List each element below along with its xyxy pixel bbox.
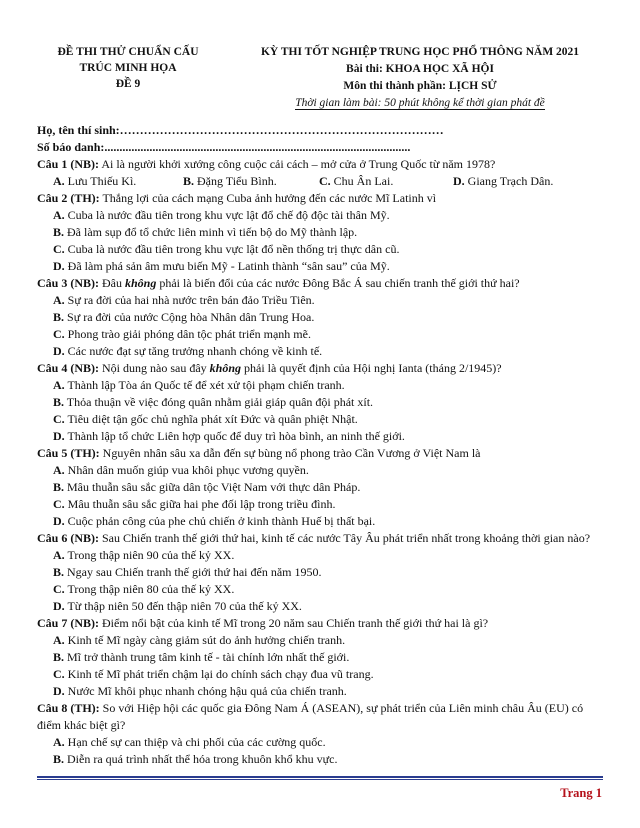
question-text: Nguyên nhân sâu xa dẫn đến sự bùng nổ phong trào Cần Vương ở Việt Nam là [99, 446, 481, 460]
answer-option [37, 581, 603, 598]
answer-key: D. [53, 344, 65, 358]
question-block [37, 156, 603, 190]
answer-option [37, 377, 603, 394]
answer-text: Chu Ân Lai. [330, 174, 394, 188]
question-block [37, 615, 603, 700]
answer-key: A. [53, 293, 65, 307]
question-label: Câu 2 (TH): [37, 191, 100, 205]
exam-header-right [226, 44, 614, 112]
question-emphasis: không [125, 276, 157, 290]
answer-key: B. [53, 395, 65, 409]
answer-key: A. [53, 548, 65, 562]
header-left-line-2: TRÚC MINH HỌA [79, 62, 177, 74]
exam-subject: Bài thi: KHOA HỌC XÃ HỘI [346, 63, 494, 75]
answer-key: C. [319, 174, 331, 188]
question-stem [37, 530, 603, 547]
question-block [37, 360, 603, 445]
answer-key: A. [53, 378, 65, 392]
question-text: Sau Chiến tranh thế giới thứ hai, kinh tế các nước Tây Âu phát triển nhất trong khoảng thời gian nào? [99, 531, 591, 545]
answer-option [37, 649, 603, 666]
question-stem [37, 700, 603, 734]
question-block [37, 190, 603, 275]
exam-title: KỲ THI TỐT NGHIỆP TRUNG HỌC PHỔ THÔNG NĂM 2021 [260, 46, 580, 58]
question-label: Câu 4 (NB): [37, 361, 99, 375]
question-block [37, 445, 603, 530]
question-text: phải là biến đổi của các nước Đông Bắc Á sau chiến tranh thế giới thứ hai? [156, 276, 520, 290]
answer-option [37, 309, 603, 326]
answer-text: Diễn ra quá trình nhất thể hóa trong khuôn khổ khu vực. [64, 752, 338, 766]
answer-option [37, 428, 603, 445]
answer-option [37, 241, 603, 258]
question-text: Điểm nổi bật của kinh tế Mĩ trong 20 năm sau Chiến tranh thế giới thứ hai là gì? [99, 616, 489, 630]
answer-key: B. [53, 310, 65, 324]
question-block [37, 700, 603, 768]
answer-option [37, 734, 603, 751]
answer-text: Đã làm sụp đổ tổ chức liên minh vì tiến bộ do Mỹ thành lập. [64, 225, 358, 239]
answer-key: B. [53, 650, 65, 664]
answer-text: Trong thập niên 90 của thế kỷ XX. [64, 548, 235, 562]
question-label: Câu 7 (NB): [37, 616, 99, 630]
answer-option [37, 258, 603, 275]
answer-key: C. [53, 242, 65, 256]
answer-text: Từ thập niên 50 đến thập niên 70 của thế kỷ XX. [64, 599, 302, 613]
answer-text: Tiêu diệt tận gốc chủ nghĩa phát xít Đức và quân phiệt Nhật. [64, 412, 358, 426]
answer-text: Nước Mĩ khôi phục nhanh chóng hậu quả của chiến tranh. [64, 684, 347, 698]
question-stem [37, 190, 603, 207]
answer-key: D. [53, 429, 65, 443]
answer-text: Sự ra đời của hai nhà nước trên bán đảo Triều Tiên. [64, 293, 315, 307]
answer-key: C. [53, 412, 65, 426]
answer-text: Ngay sau Chiến tranh thế giới thứ hai đến năm 1950. [64, 565, 322, 579]
question-stem [37, 156, 603, 173]
answer-text: Giang Trạch Dân. [464, 174, 554, 188]
answer-option [53, 173, 183, 190]
answer-key: B. [53, 565, 65, 579]
answer-key: A. [53, 174, 65, 188]
answer-text: Lưu Thiếu Kì. [64, 174, 137, 188]
answer-option [37, 751, 603, 768]
answer-text: Đặng Tiểu Bình. [194, 174, 277, 188]
question-label: Câu 6 (NB): [37, 531, 99, 545]
answer-option [37, 683, 603, 700]
answer-key: D. [53, 599, 65, 613]
answer-option [37, 598, 603, 615]
answer-options-row [37, 173, 603, 190]
exam-body [37, 122, 603, 768]
answer-text: Cuộc phản công của phe chủ chiến ở kinh thành Huế bị thất bại. [64, 514, 376, 528]
footer-divider-thin [37, 779, 603, 780]
answer-option [37, 496, 603, 513]
question-stem [37, 615, 603, 632]
question-label: Câu 1 (NB): [37, 157, 99, 171]
answer-key: C. [53, 327, 65, 341]
answer-text: Mâu thuẫn sâu sắc giữa hai phe đối lập trong triều đình. [64, 497, 336, 511]
answer-key: C. [53, 582, 65, 596]
question-text: Thắng lợi của cách mạng Cuba ảnh hưởng đến các nước Mĩ Latinh vì [99, 191, 437, 205]
answer-option [37, 326, 603, 343]
exam-header-left [30, 44, 226, 92]
answer-text: Thành lập tổ chức Liên hợp quốc để duy trì hòa bình, an ninh thế giới. [64, 429, 405, 443]
answer-key: B. [183, 174, 195, 188]
answer-option [183, 173, 319, 190]
question-list [37, 156, 603, 768]
answer-text: Cuba là nước đầu tiên trong khu vực lật đổ nền thống trị thực dân cũ. [64, 242, 400, 256]
student-name-field: Họ, tên thí sinh:……………………………………………………………………… [37, 123, 444, 137]
footer-divider [37, 776, 603, 778]
answer-option [37, 462, 603, 479]
answer-text: Cuba là nước đầu tiên trong khu vực lật đổ chế độ độc tài thân Mỹ. [64, 208, 390, 222]
header-left-line-3: ĐỀ 9 [115, 78, 141, 90]
answer-key: D. [53, 514, 65, 528]
answer-option [37, 224, 603, 241]
answer-option [37, 513, 603, 530]
answer-option [37, 666, 603, 683]
answer-key: C. [53, 667, 65, 681]
answer-key: B. [53, 480, 65, 494]
answer-key: A. [53, 463, 65, 477]
question-stem [37, 445, 603, 462]
answer-key: D. [53, 684, 65, 698]
answer-text: Phong trào giải phóng dân tộc phát triển mạnh mẽ. [64, 327, 311, 341]
answer-option [37, 207, 603, 224]
answer-option [37, 411, 603, 428]
answer-option [37, 479, 603, 496]
question-stem [37, 275, 603, 292]
answer-key: D. [453, 174, 465, 188]
question-stem [37, 360, 603, 377]
answer-text: Mĩ trở thành trung tâm kinh tế - tài chính lớn nhất thế giới. [64, 650, 350, 664]
answer-option [37, 343, 603, 360]
answer-text: Kinh tế Mĩ phát triển chậm lại do chính sách chạy đua vũ trang. [64, 667, 374, 681]
answer-option [453, 173, 593, 190]
answer-text: Trong thập niên 80 của thế kỷ XX. [64, 582, 235, 596]
answer-option [37, 547, 603, 564]
exam-component: Môn thi thành phần: LỊCH SỬ [343, 80, 497, 92]
answer-text: Nhân dân muốn giúp vua khôi phục vương quyền. [64, 463, 309, 477]
question-text: So với Hiệp hội các quốc gia Đông Nam Á (ASEAN), sự phát triển của Liên minh châu Âu (EU) có điểm khác biệt gì? [37, 701, 584, 732]
question-text: phải là quyết định của Hội nghị Ianta (tháng 2/1945)? [241, 361, 502, 375]
answer-option [37, 632, 603, 649]
header-left-line-1: ĐỀ THI THỬ CHUẨN CẤU [57, 46, 199, 58]
question-label: Câu 8 (TH): [37, 701, 100, 715]
answer-option [37, 564, 603, 581]
question-emphasis: không [209, 361, 242, 375]
answer-key: B. [53, 752, 65, 766]
question-block [37, 275, 603, 360]
answer-text: Mâu thuẫn sâu sắc giữa dân tộc Việt Nam với thực dân Pháp. [64, 480, 361, 494]
answer-text: Thành lập Tòa án Quốc tế để xét xử tội phạm chiến tranh. [64, 378, 345, 392]
answer-option [37, 292, 603, 309]
exam-time [226, 95, 614, 112]
question-label: Câu 3 (NB): [37, 276, 99, 290]
answer-option [37, 394, 603, 411]
answer-key: D. [53, 259, 65, 273]
answer-text: Các nước đạt sự tăng trưởng nhanh chóng về kinh tế. [64, 344, 323, 358]
question-text: Đâu [99, 276, 125, 290]
answer-key: A. [53, 735, 65, 749]
question-text: Ai là người khởi xướng công cuộc cải cách – mở cửa ở Trung Quốc từ năm 1978? [99, 157, 496, 171]
answer-option [319, 173, 453, 190]
student-id-field: Số báo danh:...................................................................................................... [37, 140, 411, 154]
question-block [37, 530, 603, 615]
answer-text: Kinh tế Mĩ ngày càng giảm sút do ảnh hưởng chiến tranh. [64, 633, 346, 647]
answer-text: Đã làm phá sản âm mưu biến Mỹ - Latinh thành “sân sau” của Mỹ. [64, 259, 390, 273]
question-label: Câu 5 (TH): [37, 446, 100, 460]
answer-text: Sự ra đời của nước Cộng hòa Nhân dân Trung Hoa. [64, 310, 315, 324]
answer-text: Hạn chế sự can thiệp và chi phối của các cường quốc. [64, 735, 326, 749]
answer-key: C. [53, 497, 65, 511]
answer-key: B. [53, 225, 65, 239]
exam-time-text: Thời gian làm bài: 50 phút không kể thời gian phát đề [295, 97, 545, 109]
answer-key: A. [53, 208, 65, 222]
answer-key: A. [53, 633, 65, 647]
page-number: Trang 1 [560, 786, 602, 800]
answer-text: Thỏa thuận về việc đóng quân nhằm giải giáp quân đội phát xít. [64, 395, 374, 409]
question-text: Nội dung nào sau đây [99, 361, 210, 375]
